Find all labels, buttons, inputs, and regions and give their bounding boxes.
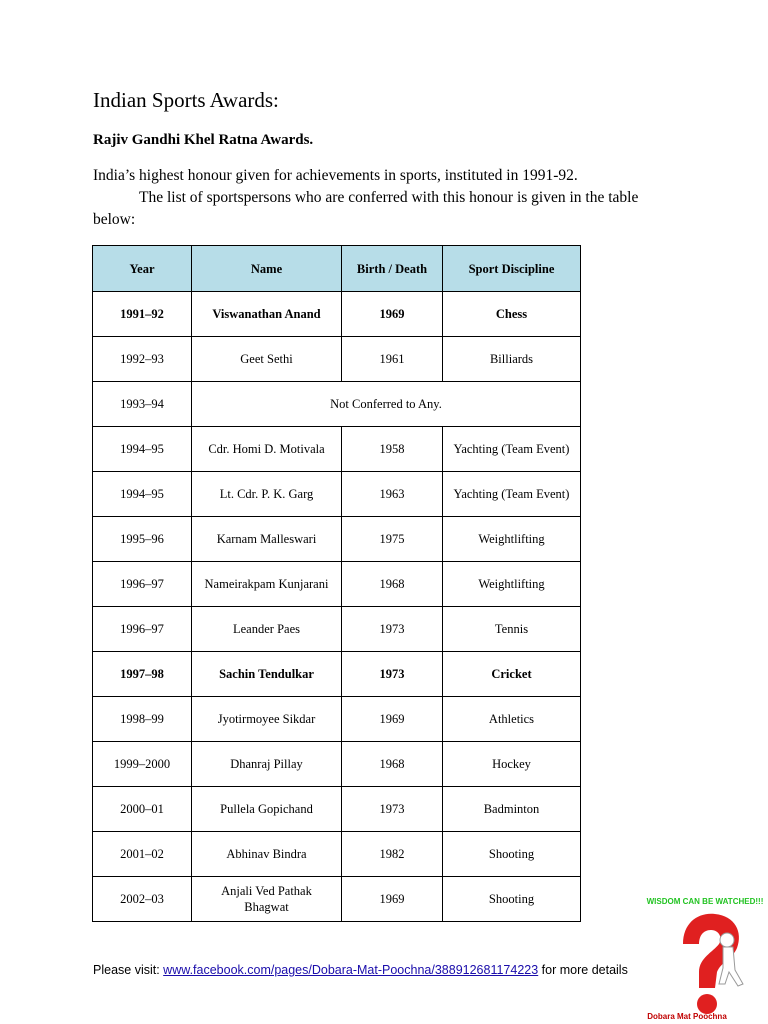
page-title: Indian Sports Awards: <box>93 88 279 112</box>
logo-tagline: WISDOM CAN BE WATCHED!!! <box>646 897 764 906</box>
cell-birth-death: 1982 <box>342 832 443 877</box>
table-row <box>93 652 581 697</box>
dobara-mat-poochna-logo <box>643 892 768 1024</box>
cell-sport: Cricket <box>443 652 581 697</box>
cell-sport: Shooting <box>443 832 581 877</box>
table-header-row <box>93 246 581 292</box>
cell-birth-death: 1973 <box>342 607 443 652</box>
table-row <box>93 877 581 922</box>
cell-merged-note: Not Conferred to Any. <box>192 382 581 427</box>
footer-note <box>93 963 628 977</box>
cell-birth-death: 1969 <box>342 697 443 742</box>
cell-name: Geet Sethi <box>192 337 342 382</box>
cell-name: Nameirakpam Kunjarani <box>192 562 342 607</box>
cell-name: Sachin Tendulkar <box>192 652 342 697</box>
cell-name: Leander Paes <box>192 607 342 652</box>
cell-year: 1996–97 <box>93 562 192 607</box>
cell-name: Karnam Malleswari <box>192 517 342 562</box>
cell-birth-death: 1968 <box>342 562 443 607</box>
cell-sport: Yachting (Team Event) <box>443 427 581 472</box>
cell-name: Lt. Cdr. P. K. Garg <box>192 472 342 517</box>
cell-year: 1992–93 <box>93 337 192 382</box>
cell-sport: Weightlifting <box>443 562 581 607</box>
header-sport: Sport Discipline <box>443 246 581 292</box>
intro-line-2: The list of sportspersons who are conferred with this honour is given in the table below: <box>93 189 639 228</box>
table-row <box>93 562 581 607</box>
table-row <box>93 832 581 877</box>
cell-sport: Hockey <box>443 742 581 787</box>
cell-sport: Badminton <box>443 787 581 832</box>
header-year: Year <box>93 246 192 292</box>
cell-sport: Chess <box>443 292 581 337</box>
table-row <box>93 382 581 427</box>
footer-prefix: Please visit: <box>93 963 164 977</box>
intro-line-1: India’s highest honour given for achievements in sports, instituted in 1991-92. <box>93 167 578 184</box>
header-name: Name <box>192 246 342 292</box>
cell-birth-death: 1973 <box>342 787 443 832</box>
cell-year: 1996–97 <box>93 607 192 652</box>
cell-birth-death: 1961 <box>342 337 443 382</box>
cell-sport: Yachting (Team Event) <box>443 472 581 517</box>
cell-birth-death: 1973 <box>342 652 443 697</box>
cell-birth-death: 1969 <box>342 292 443 337</box>
cell-year: 1999–2000 <box>93 742 192 787</box>
cell-birth-death: 1968 <box>342 742 443 787</box>
table-row <box>93 472 581 517</box>
cell-year: 2000–01 <box>93 787 192 832</box>
cell-name: Pullela Gopichand <box>192 787 342 832</box>
header-birth-death: Birth / Death <box>342 246 443 292</box>
footer-suffix: for more details <box>538 963 628 977</box>
question-mark-figure-icon <box>683 914 743 1014</box>
cell-name: Dhanraj Pillay <box>192 742 342 787</box>
table-row <box>93 787 581 832</box>
cell-sport: Weightlifting <box>443 517 581 562</box>
cell-birth-death: 1958 <box>342 427 443 472</box>
cell-year: 2002–03 <box>93 877 192 922</box>
cell-name: Jyotirmoyee Sikdar <box>192 697 342 742</box>
cell-year: 1997–98 <box>93 652 192 697</box>
cell-sport: Billiards <box>443 337 581 382</box>
award-subheading: Rajiv Gandhi Khel Ratna Awards. <box>93 132 314 148</box>
cell-birth-death: 1963 <box>342 472 443 517</box>
cell-year: 1994–95 <box>93 472 192 517</box>
cell-sport: Shooting <box>443 877 581 922</box>
table-row <box>93 517 581 562</box>
cell-name: Abhinav Bindra <box>192 832 342 877</box>
cell-year: 1994–95 <box>93 427 192 472</box>
cell-name: Cdr. Homi D. Motivala <box>192 427 342 472</box>
cell-birth-death: 1975 <box>342 517 443 562</box>
facebook-link[interactable]: www.facebook.com/pages/Dobara-Mat-Poochna/388912681174223 <box>163 963 539 977</box>
cell-year: 1995–96 <box>93 517 192 562</box>
cell-name: Anjali Ved Pathak Bhagwat <box>192 877 342 922</box>
intro-text <box>93 165 668 231</box>
logo-name: Dobara Mat Poochna <box>647 1012 727 1021</box>
cell-sport: Tennis <box>443 607 581 652</box>
table-row <box>93 337 581 382</box>
table-row <box>93 607 581 652</box>
cell-sport: Athletics <box>443 697 581 742</box>
cell-birth-death: 1969 <box>342 877 443 922</box>
table-row <box>93 697 581 742</box>
table-row <box>93 742 581 787</box>
table-row <box>93 427 581 472</box>
cell-year: 2001–02 <box>93 832 192 877</box>
cell-name: Viswanathan Anand <box>192 292 342 337</box>
awards-table <box>92 245 581 922</box>
table-row <box>93 292 581 337</box>
cell-year: 1991–92 <box>93 292 192 337</box>
cell-year: 1998–99 <box>93 697 192 742</box>
cell-year: 1993–94 <box>93 382 192 427</box>
